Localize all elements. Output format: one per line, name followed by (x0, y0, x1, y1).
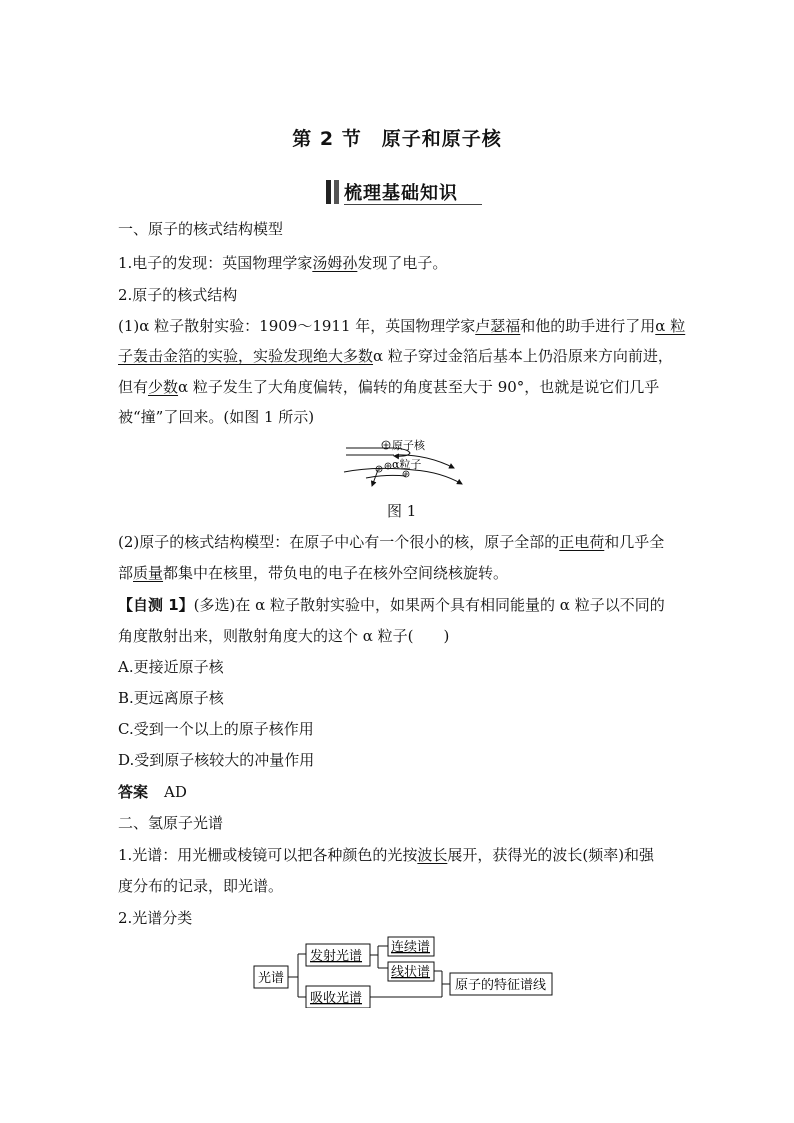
banner-bar-icon (326, 180, 331, 204)
paragraph-spectrum-line2: 度分布的记录，即光谱。 (118, 877, 284, 895)
quiz-tag: 【自测 1】 (118, 596, 194, 614)
section-heading-2: 二、氢原子光谱 (118, 814, 224, 832)
paragraph-nuclear-model-line2: 部质量都集中在核里，带负电的电子在核外空间绕核旋转。 (118, 564, 509, 582)
diagram-absorption-label: 吸收光谱 (310, 991, 363, 1006)
quiz-question-line2: 角度散射出来，则散射角度大的这个 α 粒子( ) (118, 627, 450, 645)
banner-text: 梳理基础知识 (344, 183, 458, 204)
paragraph-spectrum-line1: 1.光谱：用光栅或棱镜可以把各种颜色的光按波长展开，获得光的波长(频率)和强 (118, 846, 655, 864)
diagram-characteristic-label: 原子的特征谱线 (455, 978, 547, 993)
diagram-emission-label: 发射光谱 (310, 949, 363, 964)
paragraph-electron-discovery: 1.电子的发现：英国物理学家汤姆孙发现了电子。 (118, 254, 448, 272)
subheading-nuclear-structure: 2.原子的核式结构 (118, 286, 238, 304)
paragraph-scattering-line2: 子轰击金箔的实验，实验发现绝大多数α 粒子穿过金箔后基本上仍沿原来方向前进， (118, 347, 673, 365)
quiz-option-b: B.更远离原子核 (118, 689, 224, 707)
scattering-figure (336, 436, 466, 492)
paragraph-scattering-line1: (1)α 粒子散射实验：1909～1911 年，英国物理学家卢瑟福和他的助手进行了用α 粒 (118, 317, 686, 335)
paragraph-scattering-line3: 但有少数α 粒子发生了大角度偏转，偏转的角度甚至大于 90°，也就是说它们几乎 (118, 378, 660, 396)
quiz-option-d: D.受到原子核较大的冲量作用 (118, 751, 315, 769)
subheading-spectrum-types: 2.光谱分类 (118, 909, 193, 927)
diagram-continuous-label: 连续谱 (391, 940, 431, 955)
banner-underline (344, 204, 482, 205)
section-banner (326, 178, 482, 206)
nucleus-label: 原子核 (392, 439, 425, 452)
paragraph-scattering-line4: 被“撞”了回来。(如图 1 所示) (118, 408, 315, 426)
paragraph-nuclear-model-line1: (2)原子的核式结构模型：在原子中心有一个很小的核，原子全部的正电荷和几乎全 (118, 533, 665, 551)
alpha-particle-label: α粒子 (392, 458, 422, 471)
diagram-spectrum-label: 光谱 (258, 971, 285, 986)
figure-caption: 图 1 (387, 502, 417, 520)
quiz-option-c: C.受到一个以上的原子核作用 (118, 720, 314, 738)
page-title: 第 2 节 原子和原子核 (292, 128, 502, 150)
quiz-question-line1: 【自测 1】(多选)在 α 粒子散射实验中，如果两个具有相同能量的 α 粒子以不同的 (118, 596, 665, 614)
spectrum-classification-diagram (250, 936, 560, 1008)
quiz-option-a: A.更接近原子核 (118, 658, 224, 676)
diagram-line-spectrum-label: 线状谱 (391, 965, 431, 980)
section-heading: 一、原子的核式结构模型 (118, 220, 284, 238)
quiz-answer: 答案 AD (118, 783, 187, 801)
banner-bar-icon (334, 180, 339, 204)
